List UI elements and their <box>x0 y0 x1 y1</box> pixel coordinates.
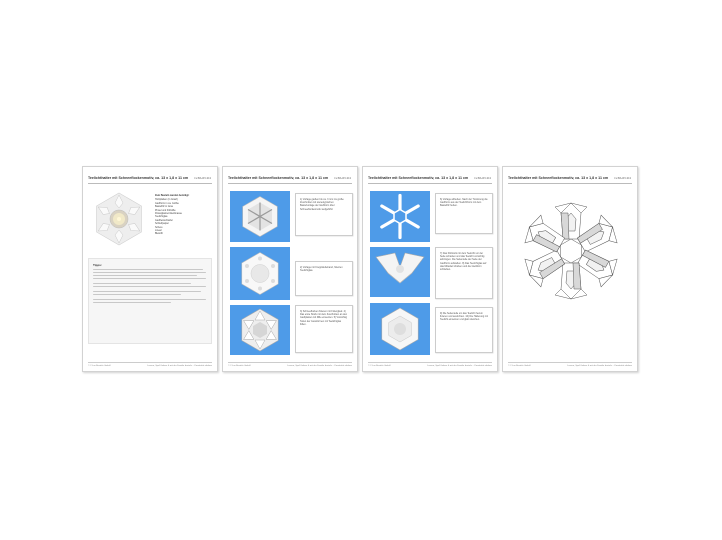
text-line <box>93 269 203 270</box>
step-photo-6 <box>370 303 430 355</box>
page-footer <box>368 365 492 367</box>
text-line <box>93 283 191 284</box>
footer-right: Lernen, Spaß haben & mit der Familie basteln – Kreativität erleben <box>567 365 632 367</box>
footer-right: Lernen, Spaß haben & mit der Familie basteln – Kreativität erleben <box>427 365 492 367</box>
footer-left: © 2 Lux Basteln GmbH <box>368 365 391 367</box>
footer-divider <box>368 362 492 363</box>
step-text: 2) Vorlage mit Kreppklebeband, fixierten Teelichtglas. <box>300 266 343 273</box>
list-item: Bastelfilz in Grau <box>155 205 174 209</box>
page-title: Teelichthalter mit Schneeflockenmotiv, ca. 13 x 1,8 x 11 cm <box>88 176 189 180</box>
list-item: Gießfeinschleifer <box>155 218 173 222</box>
header-divider <box>228 183 352 184</box>
header-divider <box>368 183 492 184</box>
step-text: 7) Das Filzstück mit dem Teelicht vor der Seite schieben und das Teelicht vorsichtig anbringen. Die Seitenteile der Seite der Gießform aufstellen. 8) Das Teelichtglas auf das Mittelteil drücken und die Gießform schließen. <box>440 252 487 272</box>
product-code: LV-BA-RV-313 <box>194 177 211 180</box>
list-item: Schleifpapier <box>155 222 169 226</box>
template-drawing <box>509 189 633 313</box>
instruction-page-4 <box>502 166 638 372</box>
footer-right: Lernen, Spaß haben & mit der Familie basteln – Kreativität erleben <box>147 365 212 367</box>
product-code: LV-BA-RV-313 <box>614 177 631 180</box>
tips-box <box>88 258 212 344</box>
page-footer <box>508 365 632 367</box>
step-text: 9) Die Seitenteile um das Teelicht herum fixieren und ausrichten. 10) Die Halterung mit Teelicht einsetzen und glatt streichen. <box>440 312 488 322</box>
list-item: Teelichtglas <box>155 215 168 219</box>
step-text: 1) Vorlage gießen bis ca. 3 mm ins große Zuschnitten mit stereotypischen Bastelvorlage der Gießform über Schneeflockenmotiv aufgeführt <box>300 198 344 211</box>
step-text-box <box>295 193 353 236</box>
header-divider <box>88 183 212 184</box>
footer-divider <box>508 362 632 363</box>
text-line <box>93 286 206 287</box>
text-line <box>93 294 181 295</box>
list-item: Holzplatten (in Grauf) <box>155 198 178 202</box>
text-line <box>93 291 201 292</box>
footer-left: © 2 Lux Basteln GmbH <box>228 365 251 367</box>
product-code: LV-BA-RV-313 <box>474 177 491 180</box>
step-text: 3) Schneeflocken fixieren mit Fixierglied. 4) Das erste Stück mit dem Zuschnitten an den Gießplatten mit Rille einsetzen. 5) Vorsichtig Teilen der Gussformen mit Teelichtglas füllen. <box>300 310 348 326</box>
instruction-page-1 <box>82 166 218 372</box>
materials-list <box>155 194 215 236</box>
footer-divider <box>228 362 352 363</box>
text-line <box>93 302 171 303</box>
instruction-page-2 <box>222 166 358 372</box>
tips-title: Tipps: <box>93 263 102 267</box>
header-divider <box>508 183 632 184</box>
list-item: Flüssigkleber/Gießmasse <box>155 212 182 216</box>
footer-left: © 2 Lux Basteln GmbH <box>508 365 531 367</box>
step-text-box <box>435 193 493 234</box>
step-text-box <box>435 247 493 299</box>
list-item: Pinsel und Filzstifte <box>155 208 176 212</box>
step-photo-3 <box>230 305 290 355</box>
step-photo-2 <box>230 247 290 300</box>
list-item: Bleistift <box>155 232 163 236</box>
step-text-box <box>295 305 353 353</box>
page-title: Teelichthalter mit Schneeflockenmotiv, ca. 13 x 1,8 x 11 cm <box>228 176 329 180</box>
step-text-box <box>435 307 493 353</box>
list-item: Schere <box>155 225 163 229</box>
footer-right: Lernen, Spaß haben & mit der Familie basteln – Kreativität erleben <box>287 365 352 367</box>
step-text-box <box>295 261 353 296</box>
page-footer <box>88 365 212 367</box>
text-line <box>93 275 197 276</box>
step-photo-4 <box>370 191 430 242</box>
materials-heading: Zum Basteln werden benötigt: <box>155 194 190 197</box>
instruction-page-3 <box>362 166 498 372</box>
footer-left: © 2 Lux Basteln GmbH <box>88 365 111 367</box>
page-title: Teelichthalter mit Schneeflockenmotiv, ca. 13 x 1,8 x 11 cm <box>368 176 469 180</box>
footer-divider <box>88 362 212 363</box>
list-item: Lineal <box>155 229 162 233</box>
product-code: LV-BA-RV-313 <box>334 177 351 180</box>
page-title: Teelichthalter mit Schneeflockenmotiv, ca. 13 x 1,8 x 11 cm <box>508 176 609 180</box>
step-photo-5 <box>370 247 430 297</box>
step-text: 6) Vorlage abheben. Nach der Trocknung die Gießform aus der Teelichtform mit dem Bastelfilz heben. <box>440 198 488 208</box>
page-footer <box>228 365 352 367</box>
list-item: Gießform in ca. Größe <box>155 201 179 205</box>
text-line <box>93 278 206 279</box>
text-line <box>93 272 206 273</box>
product-photo <box>89 188 149 250</box>
text-line <box>93 299 206 300</box>
step-photo-1 <box>230 191 290 242</box>
